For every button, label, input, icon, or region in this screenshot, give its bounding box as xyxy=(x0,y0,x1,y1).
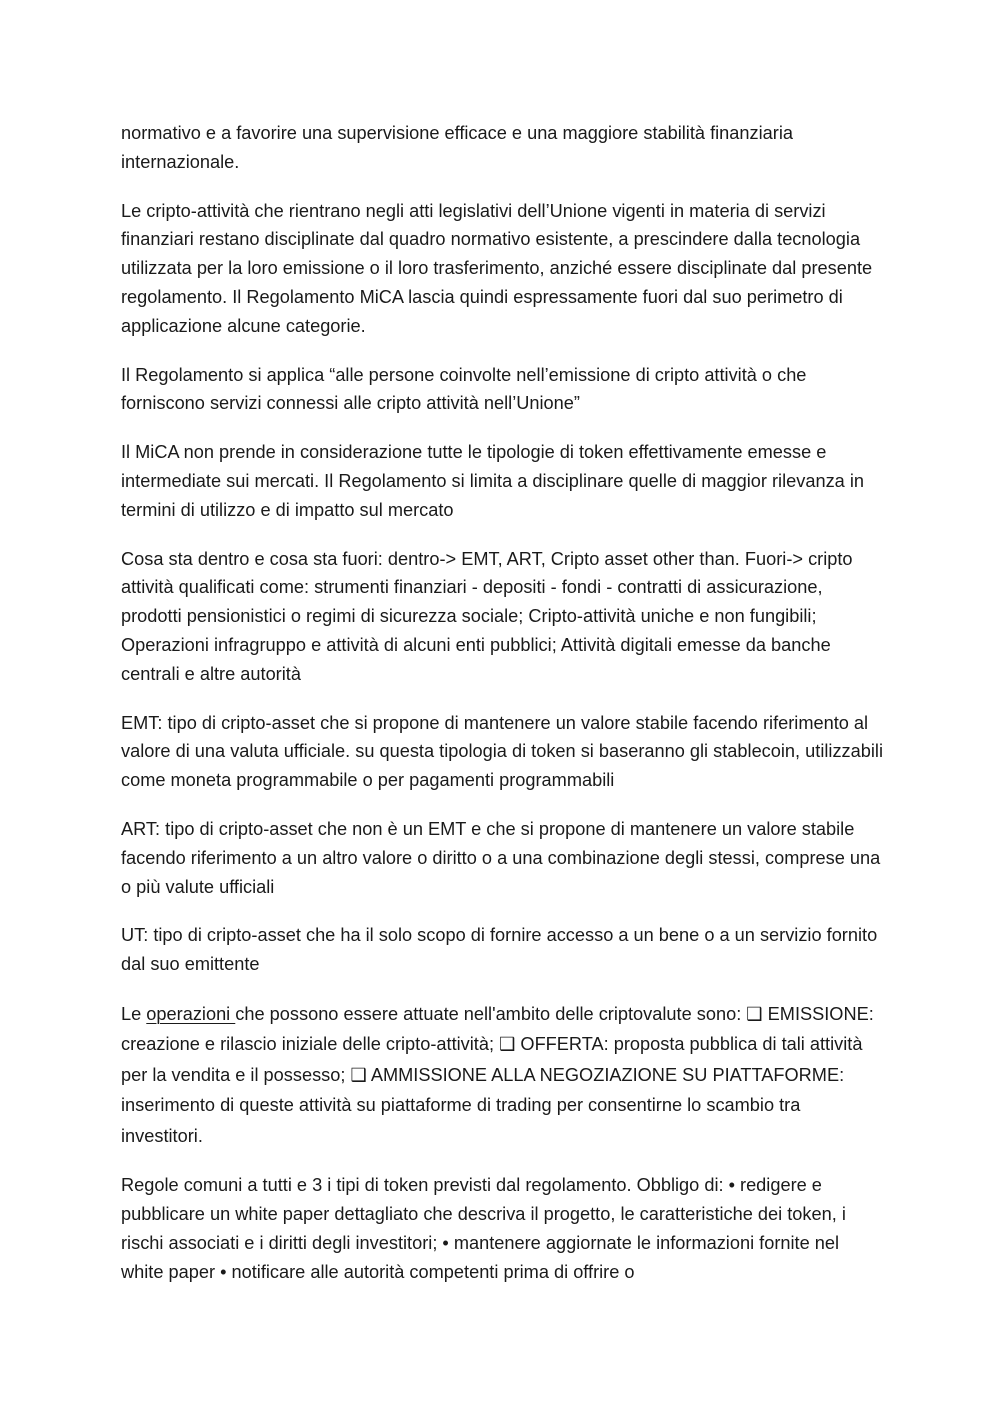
paragraph-tipologie-token: Il MiCA non prende in considerazione tutte le tipologie di token effettivamente emesse e intermediate sui mercati. Il Regolamento si limita a disciplinare quelle di maggior rilevanza in termini di utilizzo e di impatto sul mercato xyxy=(121,442,864,520)
operations-text: che possono essere attuate nell'ambito delle criptovalute sono: ❑ EMISSIONE: creazione e rilascio iniziale delle cripto-attività; ❑ OFFERTA: proposta pubblica di tali attività per la vendita e il possesso; ❑ AMMISSIONE ALLA NEGOZIAZIONE SU PIATTAFORME: inserimento di queste attività su piattaforme di trading per consentirne lo scambio tra investitori. xyxy=(121,1003,874,1146)
paragraph-emt: EMT: tipo di cripto-asset che si propone di mantenere un valore stabile facendo riferimento al valore di una valuta ufficiale. su questa tipologia di token si baseranno gli stablecoin, utilizzabili come moneta programmabile o per pagamenti programmabili xyxy=(121,712,883,791)
paragraph-operazioni xyxy=(121,999,886,1152)
paragraph-ut: UT: tipo di cripto-asset che ha il solo scopo di fornire accesso a un bene o a un servizio fornito dal suo emittente xyxy=(121,925,878,975)
paragraph-ambito-applicazione: Il Regolamento si applica “alle persone coinvolte nell’emissione di cripto attività o che forniscono servizi connessi alle cripto attività nell’Unione” xyxy=(121,364,807,414)
operazioni-link[interactable]: operazioni xyxy=(146,1003,236,1024)
paragraph-normativo: normativo e a favorire una supervisione efficace e una maggiore stabilità finanziaria internazionale. xyxy=(121,123,793,172)
paragraph-dentro-fuori: Cosa sta dentro e cosa sta fuori: dentro-> EMT, ART, Cripto asset other than. Fuori-> cripto attività qualificati come: strumenti finanziari - depositi - fondi - contratti di assicurazione, prodotti pensionistici o regimi di sicurezza sociale; Cripto-attività uniche e non fungibili; Operazioni infragruppo e attività di alcuni enti pubblici; Attività digitali emesse da banche centrali e altre autorità xyxy=(121,548,853,684)
paragraph-regole-comuni: Regole comuni a tutti e 3 i tipi di token previsti dal regolamento. Obbligo di: • redigere e pubblicare un white paper dettagliato che descriva il progetto, le caratteristiche dei token, i rischi associati e i diritti degli investitori; • mantenere aggiornate le informazioni fornite nel white paper • notificare alle autorità competenti prima di offrire o xyxy=(121,1175,846,1282)
operations-prefix: Le xyxy=(121,1003,147,1024)
document-body xyxy=(121,119,886,1307)
paragraph-art: ART: tipo di cripto-asset che non è un EMT e che si propone di mantenere un valore stabile facendo riferimento a un altro valore o diritto o a una combinazione degli stessi, comprese una o più valute ufficiali xyxy=(121,818,881,897)
paragraph-cripto-attivita-escluse: Le cripto-attività che rientrano negli atti legislativi dell’Unione vigenti in materia di servizi finanziari restano disciplinate dal quadro normativo esistente, a prescindere dalla tecnologia utilizzata per la loro emissione o il loro trasferimento, anziché essere disciplinate dal presente regolamento. Il Regolamento MiCA lascia quindi espressamente fuori dal suo perimetro di applicazione alcune categorie. xyxy=(121,200,873,336)
